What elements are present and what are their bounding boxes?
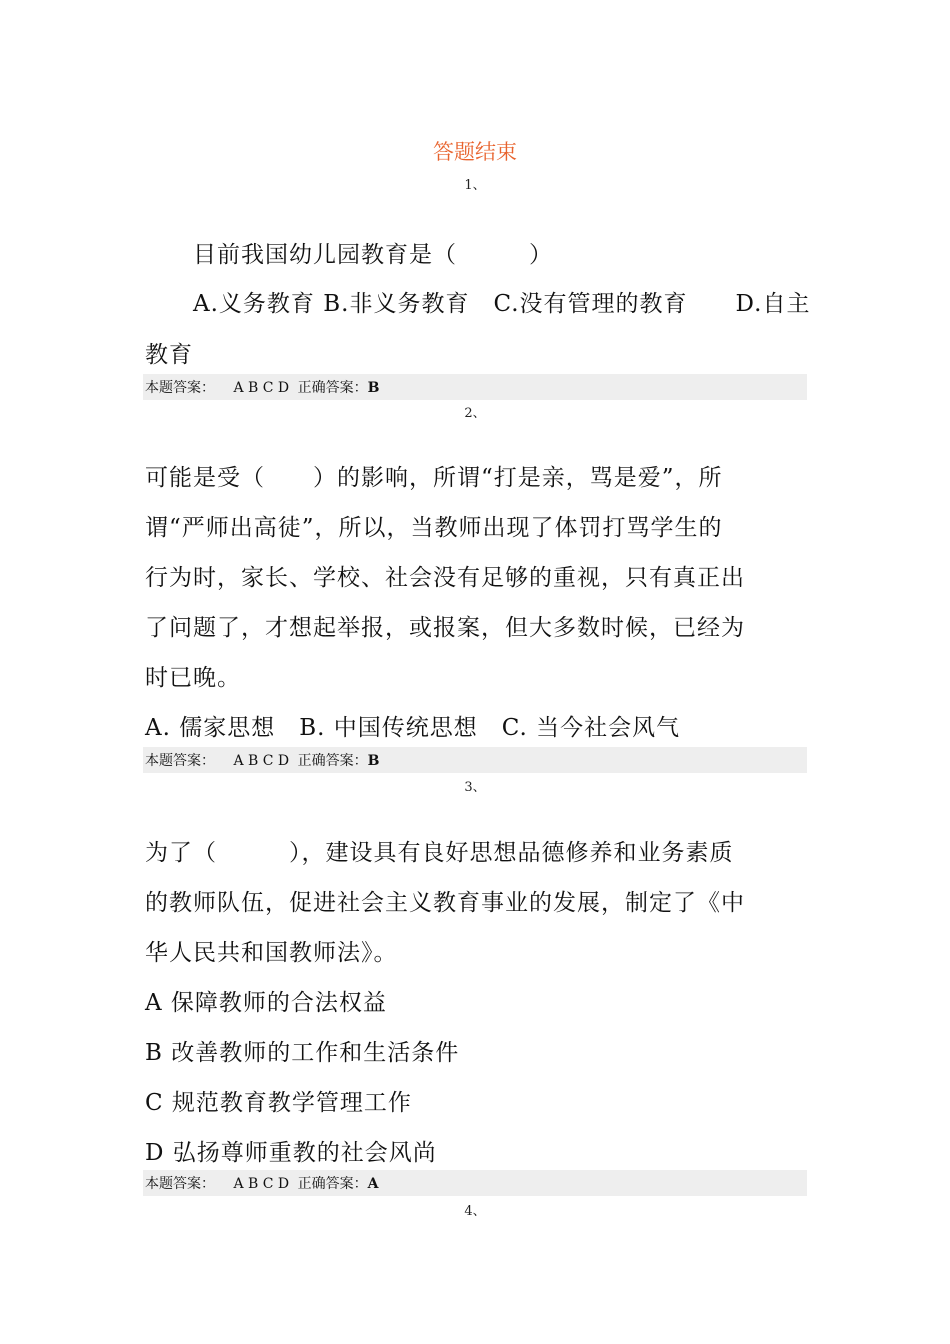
- answer-label: 本题答案：: [145, 380, 215, 396]
- question-number: 2、: [464, 406, 486, 421]
- option-b: B 改善教师的工作和生活条件: [145, 1040, 460, 1066]
- answer-label: 本题答案：: [145, 753, 215, 769]
- correct-answer: A: [367, 1176, 379, 1192]
- question-text: 目前我国幼儿园教育是（ ）: [193, 242, 553, 268]
- correct-label: 正确答案：: [297, 1176, 368, 1192]
- answer-options: A B C D: [233, 753, 290, 769]
- option-d: D 弘扬尊师重教的社会风尚: [145, 1140, 437, 1166]
- question-number: 3、: [464, 780, 486, 795]
- question-text-line: 的教师队伍，促进社会主义教育事业的发展，制定了《中: [145, 890, 745, 916]
- question-number: 1、: [464, 178, 486, 193]
- question-text-line: 为了（ ），建设具有良好思想品德修养和业务素质: [145, 840, 734, 866]
- question-text-line: 行为时，家长、学校、社会没有足够的重视，只有真正出: [145, 565, 745, 591]
- question-options: A.义务教育 B.非义务教育 C.没有管理的教育 D.自主: [193, 291, 811, 317]
- correct-label: 正确答案：: [297, 753, 368, 769]
- results-title: 答题结束: [433, 140, 517, 164]
- answer-bar: [143, 1170, 807, 1196]
- question-number: 4、: [464, 1204, 486, 1219]
- correct-label: 正确答案：: [297, 380, 368, 396]
- correct-answer: B: [367, 753, 380, 769]
- answer-bar: [143, 374, 807, 400]
- answer-bar: [143, 747, 807, 773]
- answer-options: A B C D: [233, 380, 290, 396]
- option-a: A 保障教师的合法权益: [145, 990, 387, 1016]
- question-options-continued: 教育: [145, 342, 193, 368]
- answer-label: 本题答案：: [145, 1176, 215, 1192]
- answer-options: A B C D: [233, 1176, 290, 1192]
- question-text-line: 可能是受（ ）的影响，所谓“打是亲，骂是爱”，所: [145, 465, 723, 491]
- question-text-line: 了问题了，才想起举报，或报案，但大多数时候，已经为: [145, 615, 745, 641]
- option-c: C 规范教育教学管理工作: [145, 1090, 412, 1116]
- question-text-line: 华人民共和国教师法》。: [145, 940, 398, 966]
- question-text-line: 时已晚。: [145, 665, 241, 691]
- question-text-line: 谓“严师出高徒”，所以，当教师出现了体罚打骂学生的: [145, 515, 723, 541]
- correct-answer: B: [367, 380, 380, 396]
- question-options: A. 儒家思想 B. 中国传统思想 C. 当今社会风气: [145, 715, 681, 741]
